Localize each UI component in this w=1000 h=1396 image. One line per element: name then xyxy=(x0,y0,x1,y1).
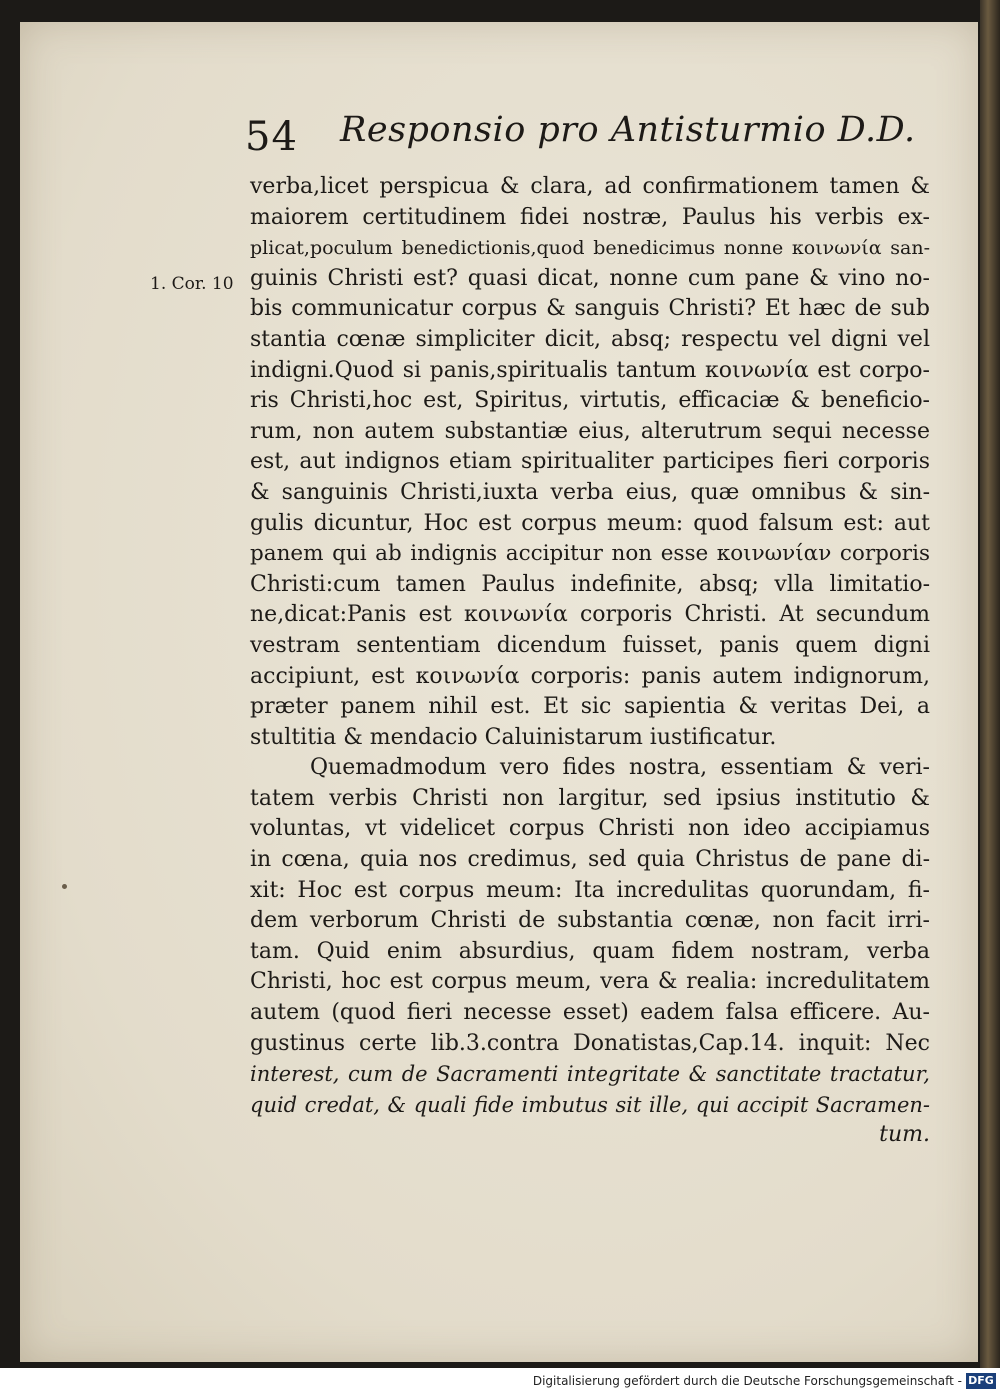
text-line: xit: Hoc est corpus meum: Ita incredulitas quorundam, fi- xyxy=(250,877,930,903)
funding-credit: Digitalisierung gefördert durch die Deutsche Forschungsgemeinschaft - xyxy=(532,1374,962,1388)
text-line: gulis dicuntur, Hoc est corpus meum: quod falsum est: aut xyxy=(250,510,930,536)
text-line: præter panem nihil est. Et sic sapientia & veritas Dei, a xyxy=(250,694,930,720)
text-line: gustinus certe lib.3.contra Donatistas,Cap.14. inquit: Nec xyxy=(250,1030,930,1056)
text-line: autem (quod fieri necesse esset) eadem falsa efficere. Au- xyxy=(250,1000,930,1026)
text-line: Quemadmodum vero fides nostra, essentiam & veri- xyxy=(310,755,930,781)
text-line: maiorem certitudinem fidei nostræ, Paulus his verbis ex- xyxy=(250,204,930,230)
body-text xyxy=(250,172,930,1151)
page-number: 54 xyxy=(245,114,298,160)
text-line: tum. xyxy=(879,1122,930,1148)
text-line: bis communicatur corpus & sanguis Christi? Et hæc de sub xyxy=(250,296,930,322)
text-line: guinis Christi est? quasi dicat, nonne cum pane & vino no- xyxy=(250,265,930,291)
text-line: & sanguinis Christi,iuxta verba eius, quæ omnibus & sin- xyxy=(250,479,930,505)
text-line: accipiunt, est κοινωνία corporis: panis autem indignorum, xyxy=(250,663,930,689)
margin-mark xyxy=(62,884,67,889)
text-line: plicat,poculum benedictionis,quod benedicimus nonne κοινωνία san- xyxy=(250,237,930,260)
text-line: verba,licet perspicua & clara, ad confirmationem tamen & xyxy=(250,174,930,199)
text-line: tatem verbis Christi non largitur, sed ipsius institutio & xyxy=(250,785,930,811)
margin-note: 1. Cor. 10 xyxy=(150,274,234,294)
footer-bar xyxy=(0,1368,1000,1396)
text-line: panem qui ab indignis accipitur non esse κοινωνίαν corporis xyxy=(250,541,930,567)
text-line: est, aut indignos etiam spiritualiter participes fieri corporis xyxy=(250,449,930,475)
text-line: vestram sententiam dicendum fuisset, panis quem digni xyxy=(250,632,930,658)
text-line: indigni.Quod si panis,spiritualis tantum κοινωνία est corpo- xyxy=(250,357,930,383)
text-line: interest, cum de Sacramenti integritate & sanctitate tractatur, xyxy=(250,1062,930,1087)
text-line: rum, non autem substantiæ eius, alterutrum sequi necesse xyxy=(250,418,930,444)
text-line: stultitia & mendacio Caluinistarum iustificatur. xyxy=(250,724,777,750)
text-line: ris Christi,hoc est, Spiritus, virtutis, efficaciæ & beneficio- xyxy=(250,388,930,414)
text-line: dem verborum Christi de substantia cœnæ, non facit irri- xyxy=(250,908,930,934)
text-line: quid credat, & quali fide imbutus sit ille, qui accipit Sacramen- xyxy=(250,1092,930,1117)
text-line: voluntas, vt videlicet corpus Christi non ideo accipiamus xyxy=(250,816,930,842)
page-header xyxy=(245,108,925,166)
text-line: stantia cœnæ simpliciter dicit, absq; respectu vel digni vel xyxy=(250,326,930,352)
text-line: tam. Quid enim absurdius, quam fidem nostram, verba xyxy=(250,938,930,964)
text-line: Christi:cum tamen Paulus indefinite, absq; vlla limitatio- xyxy=(250,571,930,597)
text-line: ne,dicat:Panis est κοινωνία corporis Christi. At secundum xyxy=(250,602,930,628)
dfg-logo: DFG xyxy=(966,1373,996,1389)
running-title: Responsio pro Antisturmio D.D. xyxy=(340,110,916,150)
text-line: in cœna, quia nos credimus, sed quia Christus de pane di- xyxy=(250,847,930,873)
text-line: Christi, hoc est corpus meum, vera & realia: incredulitatem xyxy=(250,969,930,995)
book-spine xyxy=(980,0,1000,1368)
